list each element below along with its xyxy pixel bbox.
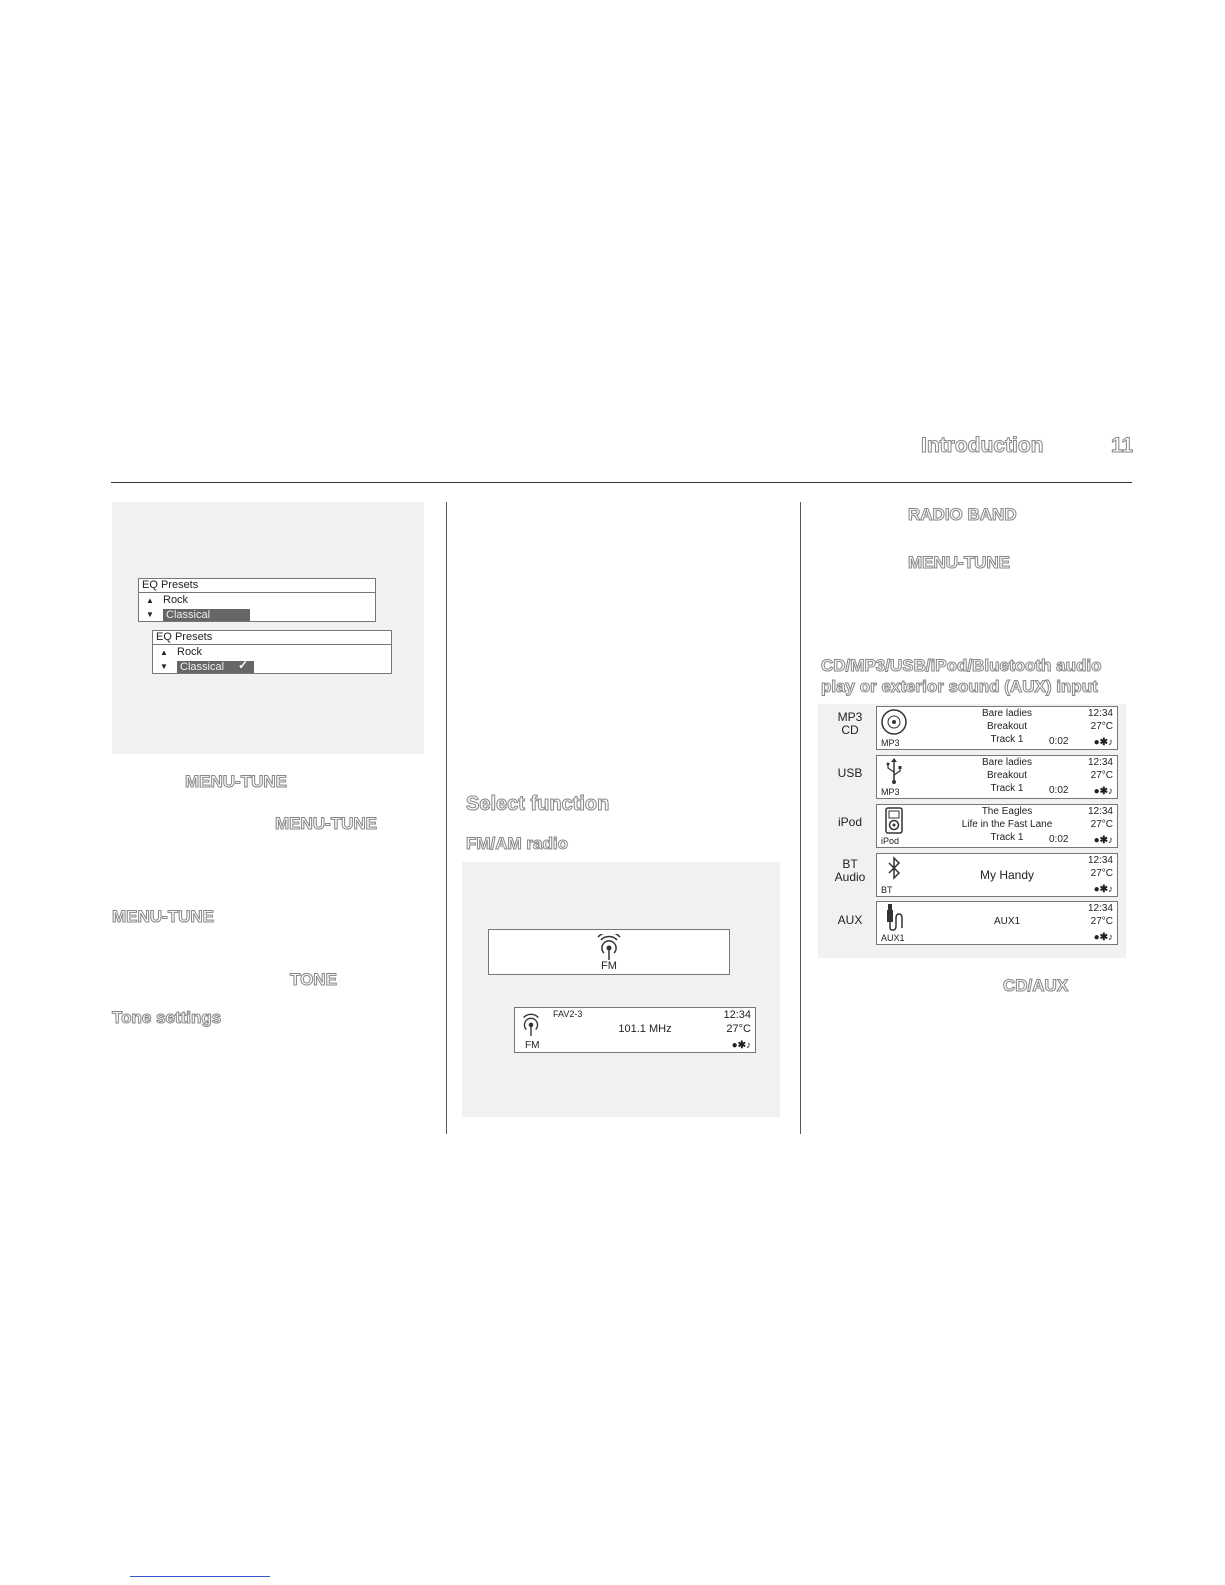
source-label-mp3-cd: MP3 CD (837, 710, 863, 737)
status-icons: ●✱♪ (1093, 786, 1113, 797)
source-icon-label: MP3 (881, 738, 900, 748)
clock-time: 12:34 (723, 1009, 751, 1021)
footer-link-underline (130, 1576, 270, 1577)
heading-fm-am-radio: FM/AM radio (466, 834, 568, 853)
eq-item-label: Rock (177, 646, 203, 658)
eq-presets-title: EQ Presets (153, 631, 391, 645)
disc-icon (881, 709, 907, 735)
track-album: Breakout (986, 770, 1028, 781)
eq-presets-screen-confirmed (152, 630, 392, 674)
temperature: 27°C (1090, 819, 1113, 830)
track-number: Track 1 (990, 734, 1024, 745)
status-icons: ●✱♪ (1093, 932, 1113, 943)
bluetooth-icon (887, 856, 901, 882)
bluetooth-icon: ✱ (737, 1040, 746, 1051)
arrow-up-icon: ▲ (160, 648, 168, 657)
text-cd-aux: CD/AUX (1003, 976, 1069, 995)
text-menu-tune: MENU-TUNE (908, 553, 1010, 572)
music-note-icon: ♪ (1108, 786, 1113, 797)
track-album: Breakout (986, 721, 1028, 732)
bluetooth-icon: ✱ (1099, 737, 1108, 748)
source-icon-label: AUX1 (881, 933, 905, 943)
status-icons: ●✱♪ (1093, 737, 1113, 748)
elapsed-time: 0:02 (1049, 736, 1069, 747)
fm-band-screen (488, 929, 730, 975)
header-divider (111, 482, 1132, 483)
track-album: Life in the Fast Lane (961, 819, 1053, 830)
bluetooth-icon: ✱ (1099, 932, 1108, 943)
eq-presets-title: EQ Presets (139, 579, 375, 593)
eq-item-rock (153, 645, 391, 660)
arrow-up-icon: ▲ (146, 596, 154, 605)
ipod-icon (885, 807, 903, 834)
clock-time: 12:34 (1087, 903, 1113, 914)
eq-item-classical (139, 608, 375, 621)
clock-time: 12:34 (1087, 806, 1113, 817)
text-menu-tune: MENU-TUNE (112, 907, 214, 926)
arrow-down-icon: ▼ (160, 662, 168, 671)
eq-item-label-selected: Classical ✓ (177, 661, 254, 673)
bluetooth-icon: ✱ (1099, 786, 1108, 797)
eq-item-label: Rock (163, 594, 189, 606)
fm-band-label: FM (525, 1040, 540, 1051)
page-header-title: Introduction (921, 434, 1044, 457)
fm-frequency: 101.1 MHz (618, 1023, 672, 1035)
source-icon-label: MP3 (881, 787, 900, 797)
source-label-aux: AUX (837, 913, 863, 927)
eq-item-classical (153, 660, 391, 673)
track-artist: Bare ladies (981, 708, 1033, 719)
music-note-icon: ♪ (1108, 737, 1113, 748)
source-icon-label: iPod (881, 836, 900, 846)
status-icons: ●✱♪ (1093, 835, 1113, 846)
fm-radio-figure (462, 862, 780, 1117)
music-note-icon: ♪ (746, 1040, 751, 1051)
arrow-down-icon: ▼ (146, 610, 154, 619)
eq-presets-screen (138, 578, 376, 622)
audio-sources-figure (818, 704, 1126, 958)
source-screen-usb (876, 755, 1118, 799)
elapsed-time: 0:02 (1049, 834, 1069, 845)
status-icons: ●✱♪ (731, 1040, 751, 1051)
radio-antenna-icon (518, 1012, 544, 1036)
fm-preset-label: FAV2-3 (553, 1009, 583, 1019)
text-menu-tune: MENU-TUNE (185, 772, 287, 791)
text-tone: TONE (290, 970, 337, 989)
music-note-icon: ♪ (1108, 884, 1113, 895)
eq-item-label-selected: Classical (163, 609, 250, 621)
usb-icon (885, 758, 903, 784)
track-artist: The Eagles (981, 806, 1033, 817)
source-screen-mp3-cd (876, 706, 1118, 750)
radio-antenna-icon (595, 934, 623, 960)
track-artist: Bare ladies (981, 757, 1033, 768)
temperature: 27°C (1090, 770, 1113, 781)
eq-item-rock (139, 593, 375, 608)
fm-station-screen (514, 1007, 756, 1053)
clock-time: 12:34 (1087, 708, 1113, 719)
temperature: 27°C (726, 1023, 751, 1035)
temperature: 27°C (1090, 721, 1113, 732)
heading-select-function: Select function (466, 793, 610, 815)
aux-input-name: AUX1 (993, 916, 1021, 927)
source-screen-aux (876, 901, 1118, 945)
elapsed-time: 0:02 (1049, 785, 1069, 796)
column-divider (446, 502, 447, 1134)
clock-time: 12:34 (1087, 855, 1113, 866)
device-name: My Handy (979, 868, 1035, 882)
eq-presets-figure (112, 502, 424, 754)
status-icons: ●✱♪ (1093, 884, 1113, 895)
page-number: 11 (1111, 434, 1134, 457)
source-label-bt-audio: BT Audio (834, 857, 866, 884)
source-icon-label: BT (881, 885, 893, 895)
heading-cd-sources-line-2: play or exterior sound (AUX) input (821, 677, 1098, 696)
source-screen-ipod (876, 804, 1118, 848)
column-divider (800, 502, 801, 1134)
text-menu-tune: MENU-TUNE (275, 814, 377, 833)
checkmark-icon: ✓ (237, 658, 249, 672)
source-label-usb: USB (837, 766, 863, 780)
heading-tone-settings: Tone settings (112, 1008, 222, 1027)
aux-plug-icon (885, 904, 905, 931)
text-radio-band: RADIO BAND (908, 505, 1017, 524)
source-label-ipod: iPod (837, 815, 863, 829)
music-note-icon: ♪ (1108, 932, 1113, 943)
temperature: 27°C (1090, 868, 1113, 879)
fm-band-label: FM (601, 960, 617, 972)
music-note-icon: ♪ (1108, 835, 1113, 846)
track-number: Track 1 (990, 832, 1024, 843)
bluetooth-icon: ✱ (1099, 835, 1108, 846)
bluetooth-icon: ✱ (1099, 884, 1108, 895)
heading-cd-sources-line-1: CD/MP3/USB/iPod/Bluetooth audio (821, 656, 1102, 675)
track-number: Track 1 (990, 783, 1024, 794)
clock-time: 12:34 (1087, 757, 1113, 768)
temperature: 27°C (1090, 916, 1113, 927)
source-screen-bt-audio (876, 853, 1118, 897)
